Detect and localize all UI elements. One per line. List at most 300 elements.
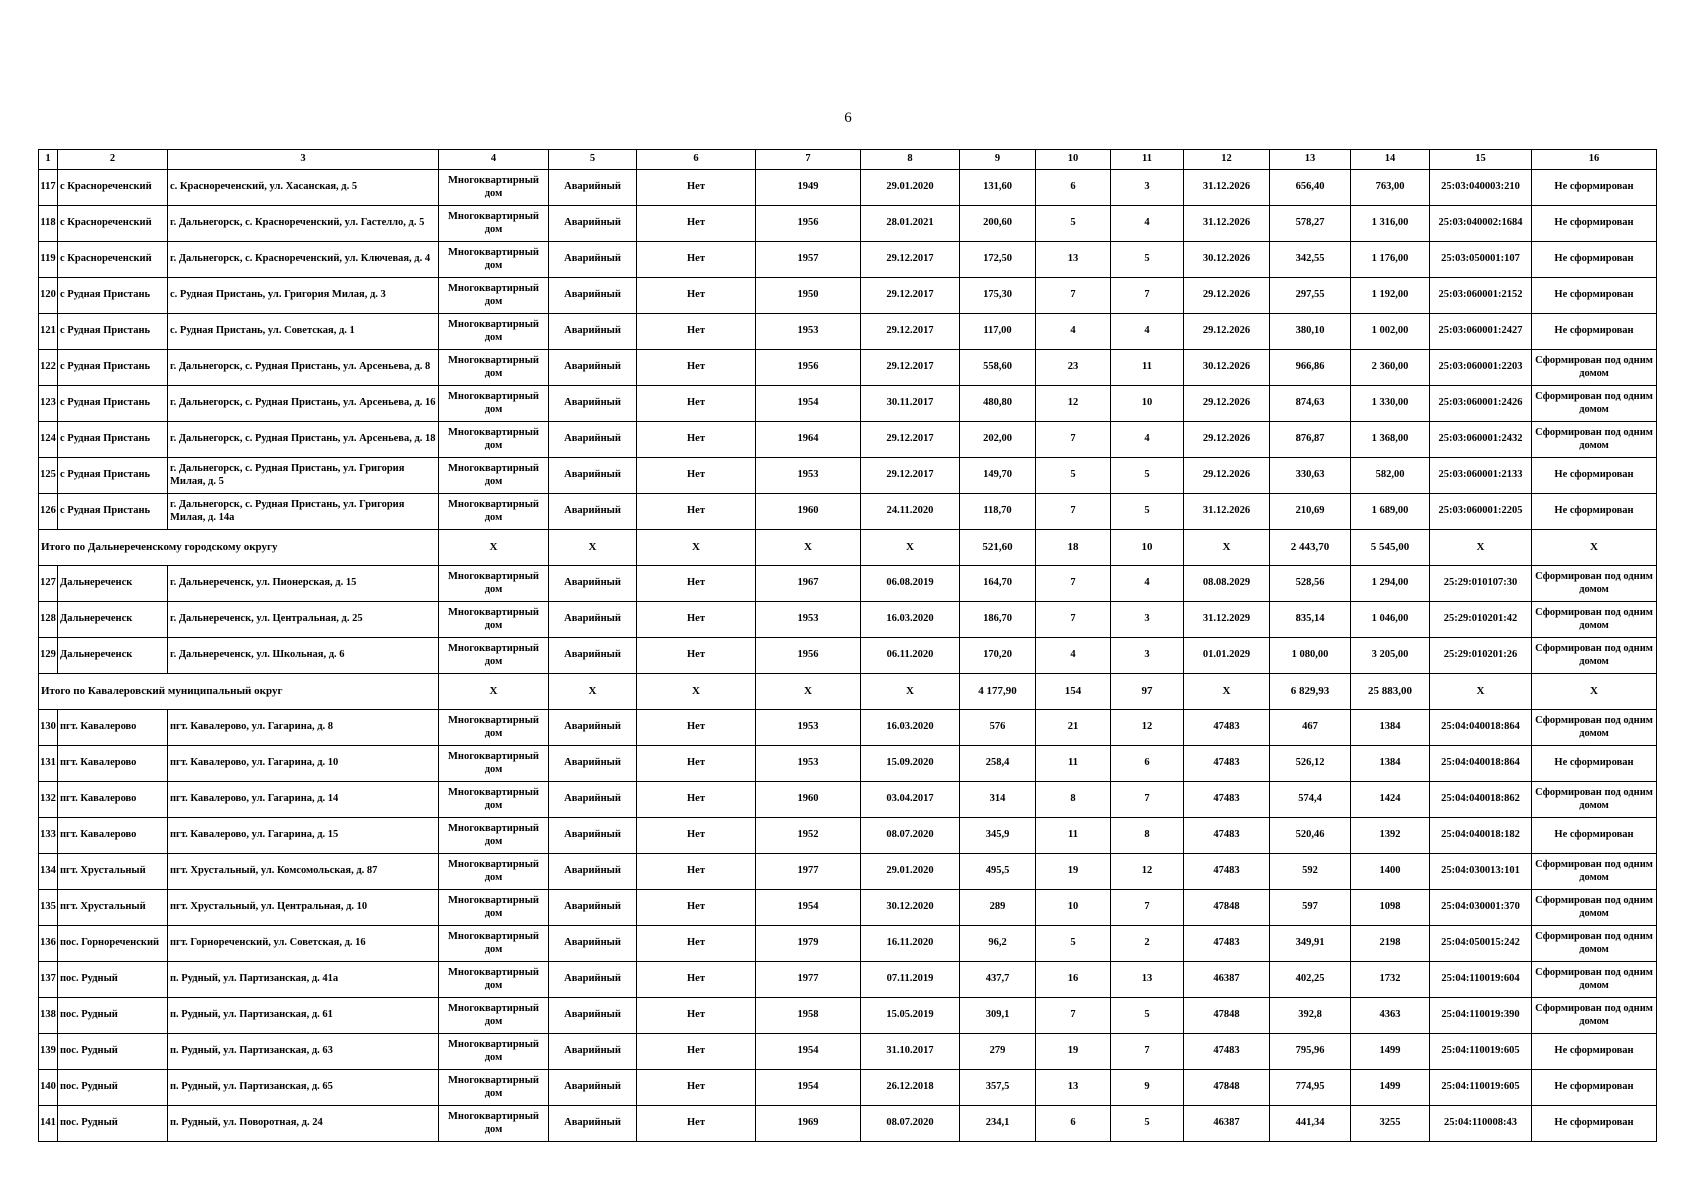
- table-cell: 25:04:040018:862: [1430, 782, 1532, 818]
- table-cell: 13: [1036, 1070, 1111, 1106]
- table-cell: 1 316,00: [1351, 206, 1430, 242]
- table-cell: 656,40: [1270, 170, 1351, 206]
- table-cell: 29.12.2017: [861, 278, 960, 314]
- table-cell: 526,12: [1270, 746, 1351, 782]
- table-cell: Нет: [637, 638, 756, 674]
- table-cell: 11: [1111, 350, 1184, 386]
- table-cell: 4: [1036, 314, 1111, 350]
- table-cell: 1956: [756, 638, 861, 674]
- table-cell: 139: [39, 1034, 58, 1070]
- table-cell: Сформирован под одним домом: [1532, 782, 1657, 818]
- table-row: [39, 746, 1657, 782]
- table-cell: Многоквартирный дом: [439, 1106, 549, 1142]
- table-cell: 25:03:040003:210: [1430, 170, 1532, 206]
- table-cell: 480,80: [960, 386, 1036, 422]
- table-cell: с Рудная Пристань: [58, 494, 168, 530]
- table-cell: 25:04:110019:390: [1430, 998, 1532, 1034]
- table-cell: 47483: [1184, 746, 1270, 782]
- table-cell: Многоквартирный дом: [439, 710, 549, 746]
- table-cell: Нет: [637, 494, 756, 530]
- table-cell: Многоквартирный дом: [439, 782, 549, 818]
- table-cell: 140: [39, 1070, 58, 1106]
- table-cell: 31.12.2026: [1184, 206, 1270, 242]
- table-cell: Аварийный: [549, 926, 637, 962]
- subtotal-cell: X: [1430, 530, 1532, 566]
- table-cell: 15.05.2019: [861, 998, 960, 1034]
- table-cell: Многоквартирный дом: [439, 998, 549, 1034]
- table-cell: 1956: [756, 350, 861, 386]
- table-cell: 25:29:010107:30: [1430, 566, 1532, 602]
- table-cell: Аварийный: [549, 422, 637, 458]
- table-cell: 520,46: [1270, 818, 1351, 854]
- column-number-cell: 15: [1430, 150, 1532, 170]
- table-cell: 1424: [1351, 782, 1430, 818]
- subtotal-cell: X: [637, 530, 756, 566]
- table-cell: 5: [1036, 206, 1111, 242]
- table-cell: 7: [1111, 278, 1184, 314]
- table-cell: Нет: [637, 962, 756, 998]
- table-cell: 13: [1036, 242, 1111, 278]
- table-cell: Не сформирован: [1532, 818, 1657, 854]
- column-number-cell: 12: [1184, 150, 1270, 170]
- table-cell: 31.12.2026: [1184, 494, 1270, 530]
- table-cell: с Краснореченский: [58, 206, 168, 242]
- table-row: [39, 602, 1657, 638]
- table-row: [39, 638, 1657, 674]
- table-cell: 576: [960, 710, 1036, 746]
- table-cell: 31.10.2017: [861, 1034, 960, 1070]
- table-cell: с. Рудная Пристань, ул. Григория Милая, д. 3: [168, 278, 439, 314]
- table-cell: 7: [1036, 602, 1111, 638]
- table-cell: с Рудная Пристань: [58, 278, 168, 314]
- table-cell: 1384: [1351, 746, 1430, 782]
- table-cell: пгт. Хрустальный, ул. Комсомольская, д. 87: [168, 854, 439, 890]
- subtotal-title: Итого по Кавалеровский муниципальный округ: [39, 674, 439, 710]
- table-cell: 330,63: [1270, 458, 1351, 494]
- table-cell: 1960: [756, 494, 861, 530]
- table-cell: 874,63: [1270, 386, 1351, 422]
- subtotal-cell: 521,60: [960, 530, 1036, 566]
- table-cell: 136: [39, 926, 58, 962]
- table-cell: 25:03:050001:107: [1430, 242, 1532, 278]
- table-cell: пгт. Кавалерово: [58, 710, 168, 746]
- subtotal-cell: 10: [1111, 530, 1184, 566]
- subtotal-cell: X: [549, 674, 637, 710]
- table-cell: Не сформирован: [1532, 1034, 1657, 1070]
- table-cell: 592: [1270, 854, 1351, 890]
- table-cell: 25:04:110019:605: [1430, 1070, 1532, 1106]
- table-cell: Многоквартирный дом: [439, 242, 549, 278]
- table-cell: 1 046,00: [1351, 602, 1430, 638]
- table-cell: 1964: [756, 422, 861, 458]
- table-cell: Многоквартирный дом: [439, 1034, 549, 1070]
- table-cell: Нет: [637, 1070, 756, 1106]
- table-cell: 1949: [756, 170, 861, 206]
- table-cell: 15.09.2020: [861, 746, 960, 782]
- table-cell: Нет: [637, 926, 756, 962]
- table-cell: 29.01.2020: [861, 854, 960, 890]
- table-cell: 25:03:060001:2426: [1430, 386, 1532, 422]
- table-cell: Многоквартирный дом: [439, 386, 549, 422]
- table-cell: 141: [39, 1106, 58, 1142]
- table-cell: 5: [1036, 458, 1111, 494]
- column-number-cell: 8: [861, 150, 960, 170]
- column-number-cell: 2: [58, 150, 168, 170]
- table-cell: 47848: [1184, 998, 1270, 1034]
- table-cell: 47483: [1184, 1034, 1270, 1070]
- table-cell: Аварийный: [549, 242, 637, 278]
- table-cell: 16.03.2020: [861, 602, 960, 638]
- table-cell: 7: [1036, 566, 1111, 602]
- table-cell: 5: [1111, 998, 1184, 1034]
- table-cell: пгт. Кавалерово, ул. Гагарина, д. 8: [168, 710, 439, 746]
- table-cell: Аварийный: [549, 602, 637, 638]
- subtotal-row: [39, 674, 1657, 710]
- table-row: [39, 962, 1657, 998]
- table-row: [39, 494, 1657, 530]
- table-cell: с Рудная Пристань: [58, 422, 168, 458]
- table-cell: Аварийный: [549, 818, 637, 854]
- table-cell: 1950: [756, 278, 861, 314]
- table-cell: 495,5: [960, 854, 1036, 890]
- table-row: [39, 1070, 1657, 1106]
- table-cell: 47483: [1184, 854, 1270, 890]
- table-cell: с. Рудная Пристань, ул. Советская, д. 1: [168, 314, 439, 350]
- table-cell: 175,30: [960, 278, 1036, 314]
- table-cell: 1 080,00: [1270, 638, 1351, 674]
- table-cell: 03.04.2017: [861, 782, 960, 818]
- table-cell: 1979: [756, 926, 861, 962]
- table-cell: 392,8: [1270, 998, 1351, 1034]
- table-cell: 29.12.2017: [861, 314, 960, 350]
- subtotal-cell: X: [439, 530, 549, 566]
- table-cell: 582,00: [1351, 458, 1430, 494]
- table-cell: Нет: [637, 314, 756, 350]
- table-cell: 9: [1111, 1070, 1184, 1106]
- table-cell: Многоквартирный дом: [439, 854, 549, 890]
- table-cell: 1 689,00: [1351, 494, 1430, 530]
- table-cell: 1392: [1351, 818, 1430, 854]
- table-cell: 118,70: [960, 494, 1036, 530]
- column-number-cell: 16: [1532, 150, 1657, 170]
- table-cell: Сформирован под одним домом: [1532, 350, 1657, 386]
- table-cell: 258,4: [960, 746, 1036, 782]
- table-cell: Многоквартирный дом: [439, 638, 549, 674]
- table-row: [39, 350, 1657, 386]
- table-cell: 47483: [1184, 926, 1270, 962]
- table-cell: Нет: [637, 890, 756, 926]
- table-cell: Аварийный: [549, 566, 637, 602]
- table-cell: 47483: [1184, 710, 1270, 746]
- table-cell: 200,60: [960, 206, 1036, 242]
- table-cell: Нет: [637, 458, 756, 494]
- table-cell: с Краснореченский: [58, 170, 168, 206]
- table-cell: 876,87: [1270, 422, 1351, 458]
- table-cell: 01.01.2029: [1184, 638, 1270, 674]
- table-cell: 297,55: [1270, 278, 1351, 314]
- table-cell: 24.11.2020: [861, 494, 960, 530]
- table-cell: 1957: [756, 242, 861, 278]
- table-cell: 279: [960, 1034, 1036, 1070]
- table-cell: 25:29:010201:26: [1430, 638, 1532, 674]
- table-cell: 30.12.2020: [861, 890, 960, 926]
- table-cell: 441,34: [1270, 1106, 1351, 1142]
- table-cell: 29.01.2020: [861, 170, 960, 206]
- table-cell: 5: [1111, 242, 1184, 278]
- table-cell: с. Краснореченский, ул. Хасанская, д. 5: [168, 170, 439, 206]
- table-cell: 597: [1270, 890, 1351, 926]
- table-cell: Нет: [637, 422, 756, 458]
- table-cell: Нет: [637, 386, 756, 422]
- table-cell: г. Дальнереченск, ул. Школьная, д. 6: [168, 638, 439, 674]
- subtotal-cell: X: [861, 674, 960, 710]
- table-cell: Аварийный: [549, 1106, 637, 1142]
- column-number-cell: 7: [756, 150, 861, 170]
- table-cell: г. Дальнегорск, с. Краснореченский, ул. Гастелло, д. 5: [168, 206, 439, 242]
- table-row: [39, 854, 1657, 890]
- table-cell: 135: [39, 890, 58, 926]
- table-cell: Не сформирован: [1532, 746, 1657, 782]
- table-cell: 1977: [756, 854, 861, 890]
- table-cell: 467: [1270, 710, 1351, 746]
- table-cell: 835,14: [1270, 602, 1351, 638]
- subtotal-cell: 25 883,00: [1351, 674, 1430, 710]
- table-cell: 574,4: [1270, 782, 1351, 818]
- table-cell: Сформирован под одним домом: [1532, 422, 1657, 458]
- column-number-cell: 1: [39, 150, 58, 170]
- table-row: [39, 818, 1657, 854]
- table-cell: 1098: [1351, 890, 1430, 926]
- column-number-cell: 14: [1351, 150, 1430, 170]
- table-row: [39, 566, 1657, 602]
- subtotal-cell: X: [1532, 530, 1657, 566]
- table-cell: 47848: [1184, 890, 1270, 926]
- table-cell: 7: [1036, 998, 1111, 1034]
- table-cell: 25:29:010201:42: [1430, 602, 1532, 638]
- table-cell: 1 002,00: [1351, 314, 1430, 350]
- table-cell: 1977: [756, 962, 861, 998]
- subtotal-cell: X: [1184, 674, 1270, 710]
- column-number-cell: 3: [168, 150, 439, 170]
- table-cell: пос. Рудный: [58, 1034, 168, 1070]
- table-cell: Нет: [637, 602, 756, 638]
- table-cell: 123: [39, 386, 58, 422]
- table-cell: 25:04:040018:864: [1430, 746, 1532, 782]
- table-cell: 1969: [756, 1106, 861, 1142]
- table-cell: 763,00: [1351, 170, 1430, 206]
- table-cell: 4: [1036, 638, 1111, 674]
- table-cell: Нет: [637, 710, 756, 746]
- table-cell: 4: [1111, 422, 1184, 458]
- table-cell: 125: [39, 458, 58, 494]
- table-row: [39, 998, 1657, 1034]
- table-cell: Нет: [637, 1106, 756, 1142]
- table-cell: с Рудная Пристань: [58, 458, 168, 494]
- table-cell: 3: [1111, 602, 1184, 638]
- column-number-cell: 11: [1111, 150, 1184, 170]
- table-cell: 1954: [756, 1034, 861, 1070]
- table-cell: г. Дальнегорск, с. Рудная Пристань, ул. Арсеньева, д. 16: [168, 386, 439, 422]
- table-cell: 12: [1111, 710, 1184, 746]
- table-cell: Аварийный: [549, 710, 637, 746]
- table-cell: 46387: [1184, 1106, 1270, 1142]
- table-cell: 3 205,00: [1351, 638, 1430, 674]
- table-cell: Аварийный: [549, 638, 637, 674]
- table-cell: 25:04:040018:182: [1430, 818, 1532, 854]
- table-cell: 11: [1036, 746, 1111, 782]
- table-cell: 127: [39, 566, 58, 602]
- table-cell: 345,9: [960, 818, 1036, 854]
- table-cell: Не сформирован: [1532, 494, 1657, 530]
- table-cell: 31.12.2026: [1184, 170, 1270, 206]
- table-cell: Не сформирован: [1532, 1106, 1657, 1142]
- table-cell: Аварийный: [549, 782, 637, 818]
- table-cell: 120: [39, 278, 58, 314]
- table-cell: 25:04:110019:604: [1430, 962, 1532, 998]
- table-cell: 186,70: [960, 602, 1036, 638]
- table-cell: 25:03:060001:2203: [1430, 350, 1532, 386]
- table-cell: 117,00: [960, 314, 1036, 350]
- table-cell: 117: [39, 170, 58, 206]
- subtotal-cell: 6 829,93: [1270, 674, 1351, 710]
- table-cell: 29.12.2026: [1184, 422, 1270, 458]
- table-cell: г. Дальнереченск, ул. Центральная, д. 25: [168, 602, 439, 638]
- table-cell: 1 368,00: [1351, 422, 1430, 458]
- table-cell: Нет: [637, 818, 756, 854]
- table-cell: Аварийный: [549, 314, 637, 350]
- table-row: [39, 206, 1657, 242]
- table-cell: 2198: [1351, 926, 1430, 962]
- table-cell: Нет: [637, 566, 756, 602]
- table-cell: 134: [39, 854, 58, 890]
- table-cell: 5: [1111, 494, 1184, 530]
- table-cell: Не сформирован: [1532, 1070, 1657, 1106]
- table-cell: пгт. Горнореченский, ул. Советская, д. 16: [168, 926, 439, 962]
- table-cell: Аварийный: [549, 890, 637, 926]
- subtotal-cell: X: [1532, 674, 1657, 710]
- table-cell: Многоквартирный дом: [439, 602, 549, 638]
- table-cell: 6: [1036, 170, 1111, 206]
- table-cell: 47483: [1184, 782, 1270, 818]
- table-cell: 47848: [1184, 1070, 1270, 1106]
- table-cell: 1953: [756, 746, 861, 782]
- table-cell: с Рудная Пристань: [58, 350, 168, 386]
- subtotal-row: [39, 530, 1657, 566]
- subtotal-cell: 154: [1036, 674, 1111, 710]
- subtotal-cell: 5 545,00: [1351, 530, 1430, 566]
- table-cell: Аварийный: [549, 962, 637, 998]
- column-number-cell: 10: [1036, 150, 1111, 170]
- table-cell: 26.12.2018: [861, 1070, 960, 1106]
- table-cell: 10: [1036, 890, 1111, 926]
- table-cell: Аварийный: [549, 494, 637, 530]
- table-cell: п. Рудный, ул. Партизанская, д. 65: [168, 1070, 439, 1106]
- table-cell: 132: [39, 782, 58, 818]
- table-cell: пос. Рудный: [58, 962, 168, 998]
- table-cell: 7: [1036, 422, 1111, 458]
- table-cell: 29.12.2017: [861, 350, 960, 386]
- table-cell: 129: [39, 638, 58, 674]
- table-cell: 1954: [756, 1070, 861, 1106]
- table-cell: пос. Горнореченский: [58, 926, 168, 962]
- table-cell: Аварийный: [549, 350, 637, 386]
- emergency-housing-table: [38, 149, 1657, 1142]
- subtotal-cell: X: [1430, 674, 1532, 710]
- table-cell: 2: [1111, 926, 1184, 962]
- table-cell: Многоквартирный дом: [439, 566, 549, 602]
- table-cell: 16.03.2020: [861, 710, 960, 746]
- table-cell: 122: [39, 350, 58, 386]
- table-cell: Нет: [637, 782, 756, 818]
- table-cell: 25:04:040018:864: [1430, 710, 1532, 746]
- table-cell: 342,55: [1270, 242, 1351, 278]
- table-row: [39, 782, 1657, 818]
- table-cell: Аварийный: [549, 458, 637, 494]
- table-cell: Нет: [637, 746, 756, 782]
- table-cell: 29.12.2017: [861, 458, 960, 494]
- table-cell: Многоквартирный дом: [439, 458, 549, 494]
- subtotal-cell: 18: [1036, 530, 1111, 566]
- table-cell: 25:04:030001:370: [1430, 890, 1532, 926]
- table-cell: г. Дальнегорск, с. Рудная Пристань, ул. Арсеньева, д. 8: [168, 350, 439, 386]
- table-cell: Сформирован под одним домом: [1532, 602, 1657, 638]
- table-cell: 119: [39, 242, 58, 278]
- table-cell: 12: [1111, 854, 1184, 890]
- table-cell: 1 330,00: [1351, 386, 1430, 422]
- subtotal-cell: X: [439, 674, 549, 710]
- table-cell: 1384: [1351, 710, 1430, 746]
- table-cell: Аварийный: [549, 1070, 637, 1106]
- table-cell: 1 192,00: [1351, 278, 1430, 314]
- table-cell: 202,00: [960, 422, 1036, 458]
- table-cell: 6: [1036, 1106, 1111, 1142]
- table-cell: 1953: [756, 314, 861, 350]
- table-cell: Нет: [637, 998, 756, 1034]
- table-cell: 29.12.2026: [1184, 386, 1270, 422]
- table-cell: Не сформирован: [1532, 278, 1657, 314]
- table-cell: Многоквартирный дом: [439, 422, 549, 458]
- table-cell: 19: [1036, 854, 1111, 890]
- table-cell: г. Дальнегорск, с. Рудная Пристань, ул. Григория Милая, д. 5: [168, 458, 439, 494]
- subtotal-cell: X: [756, 530, 861, 566]
- table-cell: 4: [1111, 566, 1184, 602]
- table-cell: 1967: [756, 566, 861, 602]
- table-cell: 578,27: [1270, 206, 1351, 242]
- table-cell: 289: [960, 890, 1036, 926]
- table-cell: Не сформирован: [1532, 242, 1657, 278]
- table-cell: Сформирован под одним домом: [1532, 890, 1657, 926]
- column-number-cell: 13: [1270, 150, 1351, 170]
- table-cell: Аварийный: [549, 278, 637, 314]
- subtotal-cell: X: [637, 674, 756, 710]
- table-cell: пгт. Хрустальный: [58, 854, 168, 890]
- table-cell: 29.12.2026: [1184, 278, 1270, 314]
- table-cell: Нет: [637, 350, 756, 386]
- table-cell: Аварийный: [549, 1034, 637, 1070]
- table-cell: 7: [1111, 1034, 1184, 1070]
- table-cell: 25:04:030013:101: [1430, 854, 1532, 890]
- table-cell: 121: [39, 314, 58, 350]
- table-cell: Дальнереченск: [58, 566, 168, 602]
- table-cell: п. Рудный, ул. Партизанская, д. 61: [168, 998, 439, 1034]
- table-cell: 25:03:060001:2205: [1430, 494, 1532, 530]
- table-row: [39, 890, 1657, 926]
- table-cell: 25:03:060001:2133: [1430, 458, 1532, 494]
- table-cell: Многоквартирный дом: [439, 278, 549, 314]
- table-cell: 774,95: [1270, 1070, 1351, 1106]
- subtotal-cell: X: [549, 530, 637, 566]
- table-cell: 46387: [1184, 962, 1270, 998]
